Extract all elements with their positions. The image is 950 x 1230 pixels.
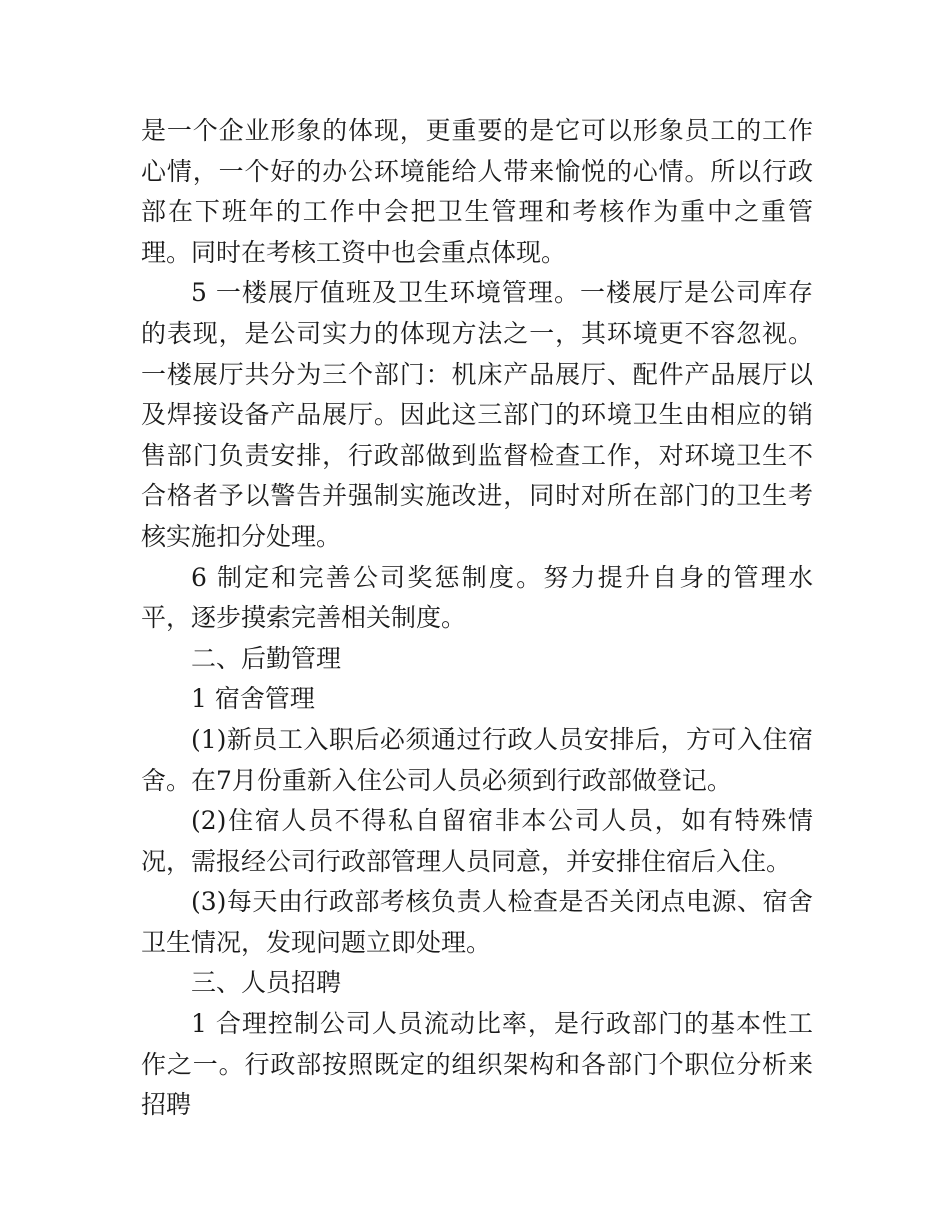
section-heading-logistics: 二、后勤管理 xyxy=(191,643,342,673)
paragraph-dormitory-rule-1: (1)新员工入职后必须通过行政人员安排后，方可入住宿舍。在7月份重新入住公司人员必须到行政部做登记。 xyxy=(141,724,813,795)
subheading-dormitory-management: 1 宿舍管理 xyxy=(191,684,315,714)
section-heading-recruitment: 三、人员招聘 xyxy=(191,968,342,998)
paragraph-dormitory-rule-3: (3)每天由行政部考核负责人检查是否关闭点电源、宿舍卫生情况，发现问题立即处理。 xyxy=(141,887,813,957)
document-body xyxy=(141,111,813,1126)
paragraph-showroom-management: 5 一楼展厅值班及卫生环境管理。一楼展厅是公司库存的表现，是公司实力的体现方法之一，其环境更不容忽视。一楼展厅共分为三个部门：机床产品展厅、配件产品展厅以及焊接设备产品展厅。因此这三部门的环境卫生由相应的销售部门负责安排，行政部做到监督检查工作，对环境卫生不合格者予以警告并强制实施改进，同时对所在部门的卫生考核实施扣分处理。 xyxy=(141,278,813,551)
paragraph-dormitory-rule-2: (2)住宿人员不得私自留宿非本公司人员，如有特殊情况，需报经公司行政部管理人员同意，并安排住宿后入住。 xyxy=(141,806,813,876)
paragraph-recruitment-turnover: 1 合理控制公司人员流动比率，是行政部门的基本性工作之一。行政部按照既定的组织架构和各部门个职位分析来招聘 xyxy=(141,1009,813,1120)
paragraph-reward-penalty-system: 6 制定和完善公司奖惩制度。努力提升自身的管理水平，逐步摸索完善相关制度。 xyxy=(141,562,813,633)
paragraph-workplace-environment: 是一个企业形象的体现，更重要的是它可以形象员工的工作心情，一个好的办公环境能给人带来愉悦的心情。所以行政部在下班年的工作中会把卫生管理和考核作为重中之重管理。同时在考核工资中也会重点体现。 xyxy=(141,116,813,267)
